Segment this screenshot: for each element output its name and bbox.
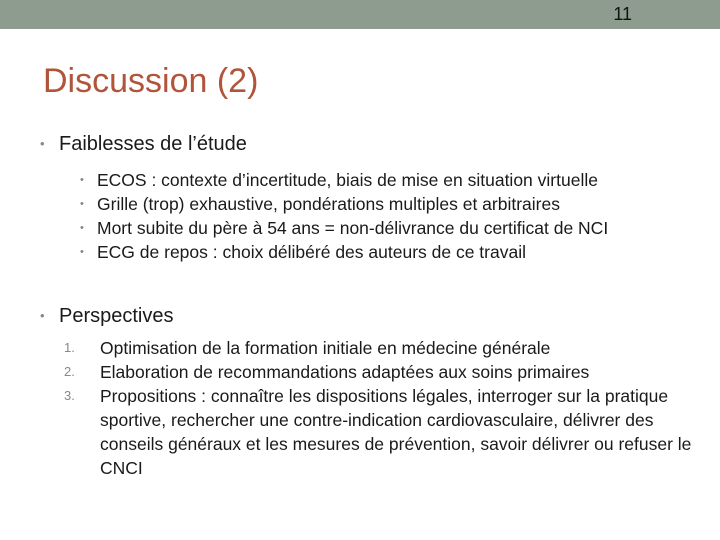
- list-item-text: Mort subite du père à 54 ans = non-délivrance du certificat de NCI: [97, 218, 609, 238]
- slide-content: [40, 132, 690, 480]
- slide-header-bar: [0, 0, 720, 29]
- list-number: 2.: [64, 364, 75, 379]
- list-item: [80, 240, 690, 264]
- list-item-text: Optimisation de la formation initiale en médecine générale: [100, 338, 551, 358]
- list-item-text: Propositions : connaître les dispositions légales, interroger sur la pratique sportive, rechercher une contre-indication cardiovasculaire, délivrer des conseils généraux et les mesures de prévention, savoir délivrer ou refuser le CNCI: [100, 386, 692, 478]
- list-item: [80, 216, 690, 240]
- list-number: 3.: [64, 388, 75, 403]
- list-item-text: Elaboration de recommandations adaptées aux soins primaires: [100, 362, 590, 382]
- list-item-text: ECG de repos : choix délibéré des auteurs de ce travail: [97, 242, 526, 262]
- list-item: [64, 360, 692, 384]
- list-item: [80, 168, 690, 192]
- section-perspectives: [40, 304, 690, 328]
- bullet-icon: •: [80, 222, 84, 234]
- list-item: [80, 192, 690, 216]
- list-item: [64, 336, 692, 360]
- bullet-icon: •: [80, 246, 84, 258]
- list-item: [64, 384, 692, 480]
- perspectives-heading: Perspectives: [59, 305, 174, 327]
- weaknesses-heading: Faiblesses de l’étude: [59, 133, 247, 155]
- bullet-icon: •: [80, 198, 84, 210]
- bullet-icon: •: [80, 174, 84, 186]
- slide-title: Discussion (2): [43, 62, 259, 100]
- list-item-text: ECOS : contexte d’incertitude, biais de mise en situation virtuelle: [97, 170, 598, 190]
- list-number: 1.: [64, 340, 75, 355]
- slide-number: 11: [613, 4, 632, 24]
- bullet-icon: •: [40, 136, 45, 151]
- section-weaknesses: [40, 132, 690, 156]
- list-item-text: Grille (trop) exhaustive, pondérations multiples et arbitraires: [97, 194, 560, 214]
- weaknesses-list: [80, 168, 690, 264]
- bullet-icon: •: [40, 308, 45, 323]
- perspectives-list: [64, 336, 690, 480]
